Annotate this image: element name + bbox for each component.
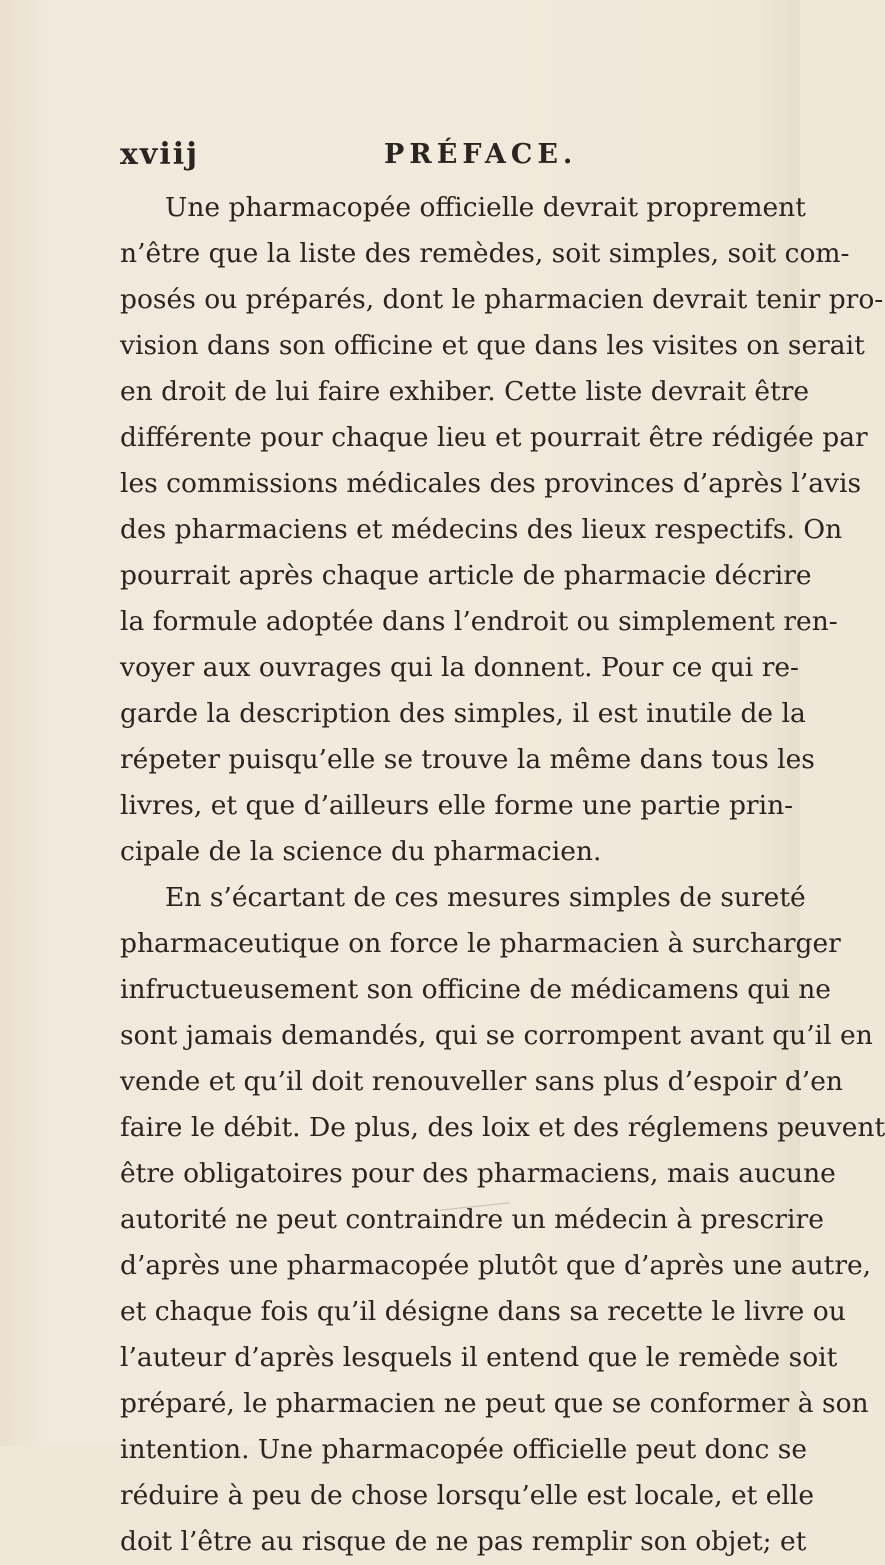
text-line: des pharmaciens et médecins des lieux respectifs. On [120,514,843,545]
text-line: sont jamais demandés, qui se corrompent avant qu’il en [120,1020,873,1051]
text-line: doit l’être au risque de ne pas remplir son objet; et [120,1526,807,1557]
text-line: la formule adoptée dans l’endroit ou simplement ren- [120,606,838,637]
text-line: Une pharmacopée officielle devrait proprement [165,192,806,223]
text-line: pourrait après chaque article de pharmacie décrire [120,560,812,591]
text-line: cipale de la science du pharmacien. [120,836,602,867]
text-line: vision dans son officine et que dans les visites on serait [120,330,865,361]
text-line: l’auteur d’après lesquels il entend que le remède soit [120,1342,838,1373]
text-line: pharmaceutique on force le pharmacien à surcharger [120,928,841,959]
page-header [112,135,692,175]
text-line: autorité ne peut contraindre un médecin à prescrire [120,1204,824,1235]
text-line: intention. Une pharmacopée officielle peut donc se [120,1434,808,1465]
text-line: voyer aux ouvrages qui la donnent. Pour ce qui re- [120,652,800,683]
body-text [120,185,885,1565]
text-line: différente pour chaque lieu et pourrait être rédigée par [120,422,868,453]
text-line: les commissions médicales des provinces d’après l’avis [120,468,862,499]
text-line: et chaque fois qu’il désigne dans sa recette le livre ou [120,1296,846,1327]
running-title: PRÉFACE. [384,139,578,170]
text-line: n’être que la liste des remèdes, soit simples, soit com- [120,238,850,269]
text-line: livres, et que d’ailleurs elle forme une partie prin- [120,790,794,821]
text-line: répeter puisqu’elle se trouve la même dans tous les [120,744,815,775]
text-line: infructueusement son officine de médicamens qui ne [120,974,831,1005]
text-line: vende et qu’il doit renouveller sans plus d’espoir d’en [120,1066,843,1097]
text-line: réduire à peu de chose lorsqu’elle est locale, et elle [120,1480,815,1511]
text-line: préparé, le pharmacien ne peut que se conformer à son [120,1388,869,1419]
page-number: xviij [120,137,199,172]
text-line: En s’écartant de ces mesures simples de sureté [165,882,806,913]
text-line: garde la description des simples, il est inutile de la [120,698,806,729]
text-line: posés ou préparés, dont le pharmacien devrait tenir pro- [120,284,884,315]
text-line: être obligatoires pour des pharmaciens, mais aucune [120,1158,836,1189]
text-line: faire le débit. De plus, des loix et des réglemens peuvent [120,1112,885,1143]
text-line: d’après une pharmacopée plutôt que d’après une autre, [120,1250,872,1281]
text-line: en droit de lui faire exhiber. Cette liste devrait être [120,376,810,407]
